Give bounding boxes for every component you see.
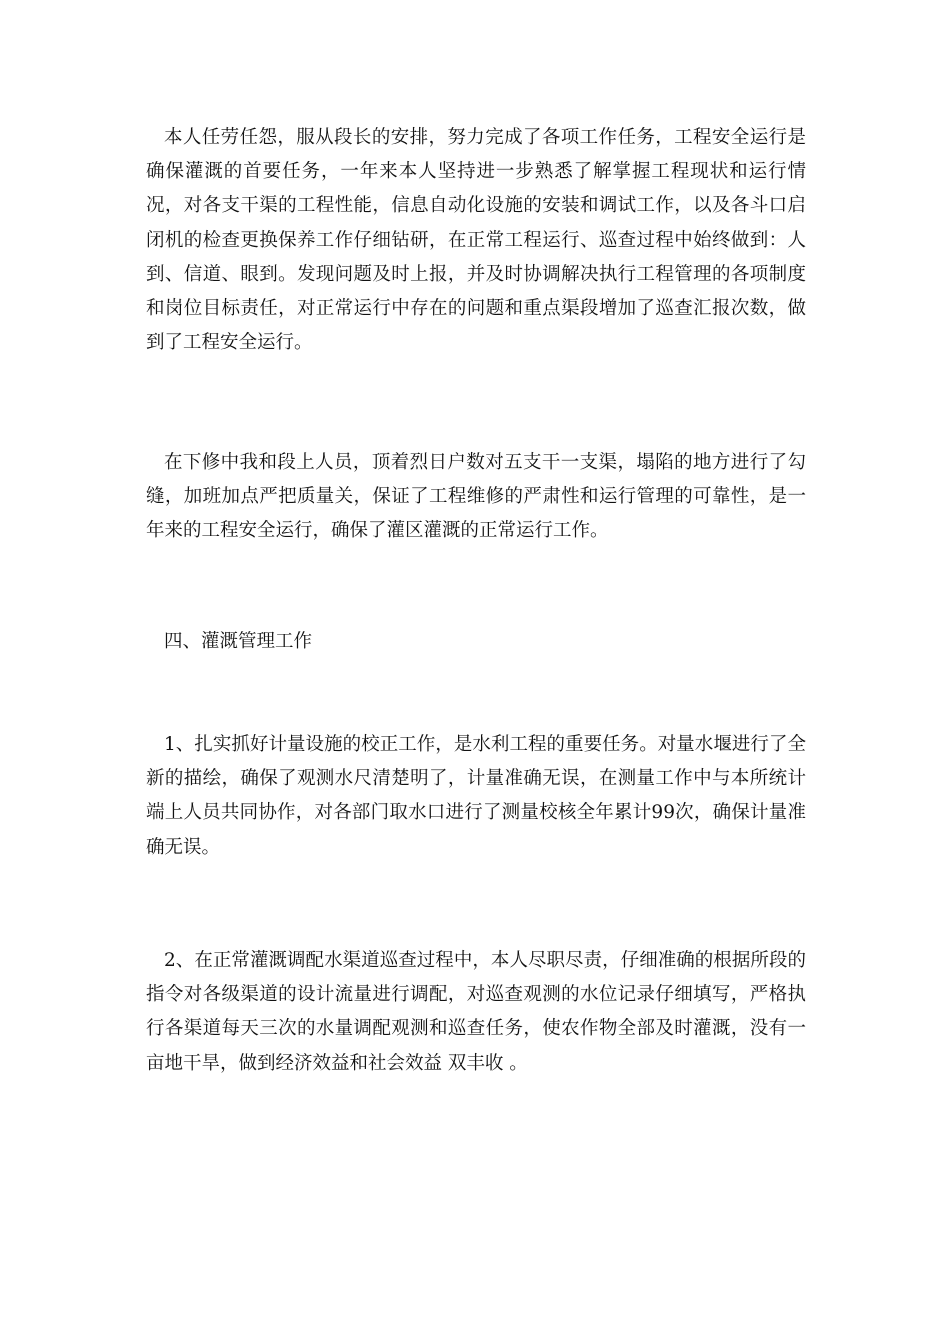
section-heading-irrigation-management: 四、灌溉管理工作: [164, 631, 313, 652]
paragraph-metering-calibration: 1、扎实抓好计量设施的校正工作，是水利工程的重要任务。对量水堰进行了全新的描绘，确保了观测水尺清楚明了，计量准确无误，在测量工作中与本所统计端上人员共同协作，对各部门取水口进行了测量校核全年累计99次，确保计量准确无误。: [146, 734, 806, 858]
paragraph-water-allocation: 2、在正常灌溉调配水渠道巡查过程中，本人尽职尽责，仔细准确的根据所段的指令对各级渠道的设计流量进行调配，对巡查观测的水位记录仔细填写，严格执行各渠道每天三次的水量调配观测和巡查任务，使农作物全部及时灌溉，没有一亩地干旱，做到经济效益和社会效益 双丰收 。: [146, 950, 806, 1074]
paragraph-maintenance: 在下修中我和段上人员，顶着烈日户数对五支干一支渠，塌陷的地方进行了勾缝，加班加点严把质量关，保证了工程维修的严肃性和运行管理的可靠性，是一年来的工程安全运行，确保了灌区灌溉的正常运行工作。: [146, 452, 806, 542]
paragraph-engineering-safety: 本人任劳任怨，服从段长的安排，努力完成了各项工作任务，工程安全运行是确保灌溉的首要任务，一年来本人坚持进一步熟悉了解掌握工程现状和运行情况，对各支干渠的工程性能，信息自动化设施的安装和调试工作，以及各斗口启闭机的检查更换保养工作仔细钻研，在正常工程运行、巡查过程中始终做到：人到、信道、眼到。发现问题及时上报，并及时协调解决执行工程管理的各项制度和岗位目标责任，对正常运行中存在的问题和重点渠段增加了巡查汇报次数，做到了工程安全运行。: [146, 127, 806, 354]
